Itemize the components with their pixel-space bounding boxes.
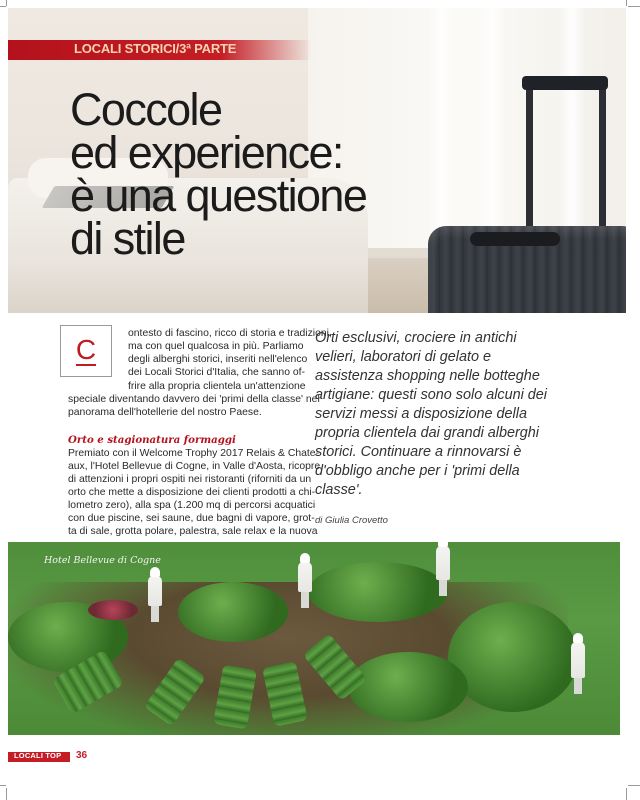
page-number: 36 [76,750,88,761]
lead-line: classe'. [315,482,363,498]
suitcase-handle-grip [522,76,608,90]
chef-figure [571,642,585,678]
flower-bed [88,600,138,620]
text-line: orto che mette a disposizione dei clienti prodotti a chi- [68,487,316,498]
garden-bush [178,582,288,642]
lead-line: storici. Continuare a rinnovarsi è [315,444,522,460]
text-line: ma con quel qualcosa in più. Parliamo [128,341,304,352]
headline-line: di stile [70,213,185,264]
text-line: degli alberghi storici, inseriti nell'elenco [128,354,308,365]
crop-mark [0,6,6,7]
lead-line: Orti esclusivi, crociere in antichi [315,330,517,346]
garden-photo [8,542,620,735]
lead-line: d'obbligo anche per i 'primi della [315,463,520,479]
section-kicker [8,40,312,60]
kicker-label: LOCALI STORICI/3ª PARTE [74,41,237,56]
intro-paragraph-bottom [68,380,320,419]
suitcase-top-grip [470,232,560,246]
article-headline [70,84,400,264]
text-line: di attenzioni i propri ospiti nei ristoranti (riforniti da un [68,474,312,485]
headline-line: Coccole [70,84,222,135]
footer-section-label: LOCALI TOP [14,751,62,760]
crop-mark [628,785,640,786]
text-line: dei Locali Storici d'Italia, che sanno of- [128,367,305,378]
crop-mark [0,785,6,786]
garden-bush [308,562,448,622]
photo-caption: Hotel Bellevue di Cogne [44,555,161,566]
intro-paragraph-top [128,327,332,379]
crop-mark [626,0,627,6]
suitcase-handle-left [526,84,533,244]
headline-line: è una questione [70,170,367,221]
chef-figure [436,546,450,580]
lead-line: assistenza shopping nelle botteghe [315,368,540,384]
text-line: con due piscine, sei saune, due bagni di vapore, grot- [68,513,315,524]
chef-figure [298,562,312,592]
text-line: speciale diventando davvero dei 'primi della classe' nel [68,394,320,405]
lead-line: artigiane: questi sono solo alcuni dei [315,387,547,403]
lead-line: velieri, laboratori di gelato e [315,349,491,365]
lead-line: servizi messi a disposizione della [315,406,527,422]
garden-bush [448,602,578,712]
text-line: lometro zero), alla spa (1.200 mq di percorsi acquatici [68,500,316,511]
suitcase-handle-right [599,84,606,244]
text-line: aux, l'Hotel Bellevue di Cogne, in Valle d'Aosta, ricopre [68,461,321,472]
text-line: frire alla propria clientela un'attenzione [128,381,306,392]
crop-mark [6,0,7,6]
lead-line: propria clientela dai grandi alberghi [315,425,539,441]
text-line: ontesto di fascino, ricco di storia e tradizioni, [128,328,332,339]
footer-section-tag [8,752,70,762]
chef-figure [148,576,162,606]
text-line: ta di sale, grotta polare, palestra, sale relax e la nuova [68,526,318,537]
crop-mark [626,788,627,800]
text-line: Premiato con il Welcome Trophy 2017 Relais & Chate- [68,448,320,459]
section-paragraph [68,447,320,538]
crop-mark [6,788,7,800]
crop-mark [628,6,640,7]
author-byline: di Giulia Crovetto [315,515,388,526]
drop-cap-letter: C [75,333,97,365]
section-subhead: Orto e stagionatura formaggi [68,434,236,446]
drop-cap-box [60,325,112,377]
lead-paragraph [315,329,625,500]
headline-line: ed experience: [70,127,343,178]
garden-bush [348,652,468,722]
text-line: panorama dell'hotellerie del nostro Paese. [68,407,262,418]
